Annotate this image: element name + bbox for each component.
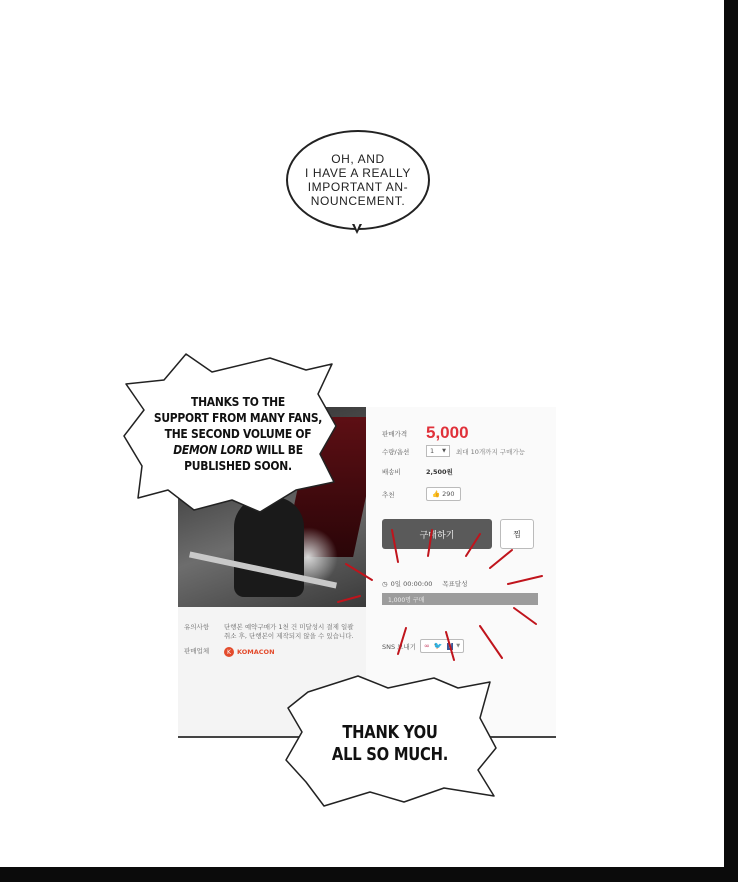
- recommend-button[interactable]: [426, 487, 461, 501]
- timer-text: 0일 00:00:00: [390, 580, 433, 588]
- twitter-icon: 🐦: [433, 642, 443, 650]
- price-row: [382, 423, 469, 443]
- quantity-max-text: 최대 10개까지 구매가능: [456, 447, 525, 456]
- book-title: DEMON LORD: [173, 442, 253, 457]
- notice-text: 단행본 예약구매가 1천 건 미달성시 결제 일괄 취소 후, 단행본이 제작되지 않을 수 있습니다.: [224, 623, 354, 640]
- speech-bubble-bottom-text: [324, 722, 455, 766]
- target-text: 목표달성: [442, 580, 468, 588]
- publisher-name: KOMACON: [237, 647, 275, 656]
- emphasis-ray: [428, 530, 432, 556]
- emphasis-ray: [346, 564, 372, 580]
- emphasis-ray: [392, 530, 398, 562]
- speech-bubble-tail-fill: [354, 223, 360, 230]
- recommend-count: 290: [442, 490, 455, 498]
- progress-text: 1,000명 구매: [388, 596, 425, 604]
- price-label: 판매가격: [382, 429, 408, 438]
- link-icon: ∞: [424, 642, 430, 650]
- speech-bubble-top: [286, 130, 430, 230]
- bubble-bottom-line: ALL SO MUCH.: [331, 744, 449, 765]
- dropdown-caret-icon: ▼: [456, 643, 461, 649]
- page-border-bottom: [0, 867, 738, 882]
- recommend-label: 추천: [382, 490, 395, 499]
- emphasis-ray: [508, 576, 542, 584]
- wishlist-button[interactable]: 찜: [500, 519, 534, 549]
- page-border-right: [724, 0, 738, 882]
- publisher-label: 판매업체: [184, 647, 210, 655]
- emphasis-ray: [514, 608, 536, 624]
- bubble-left-line: [154, 442, 323, 458]
- bubble-left-line: SUPPORT FROM MANY FANS,: [153, 410, 323, 425]
- emphasis-ray: [466, 534, 480, 556]
- bubble-bottom-line: THANK YOU: [342, 722, 438, 743]
- clock-icon: ◷: [382, 579, 388, 588]
- emphasis-ray: [480, 626, 502, 658]
- facebook-icon: f: [448, 642, 452, 650]
- emphasis-ray: [490, 550, 512, 568]
- speech-bubble-top-text: OH, AND I HAVE A REALLY IMPORTANT AN- NOUNCEMENT.: [305, 152, 411, 208]
- recommend-row: [382, 487, 461, 501]
- quantity-label: 수량/옵션: [382, 447, 410, 456]
- publisher-logo-icon: K: [224, 647, 234, 657]
- thumbs-up-icon: 👍: [432, 490, 441, 498]
- notice-label: 유의사항: [184, 623, 210, 631]
- bubble-left-line: PUBLISHED SOON.: [184, 458, 292, 473]
- emphasis-ray: [446, 632, 454, 660]
- speech-bubble-left-text: [154, 394, 323, 474]
- emphasis-ray: [338, 596, 360, 602]
- shipping-label: 배송비: [382, 468, 401, 476]
- shipping-value: 2,500원: [426, 468, 453, 476]
- shipping-row: [382, 467, 453, 476]
- dropdown-caret-icon: ▼: [442, 448, 446, 454]
- emphasis-rays: [330, 520, 550, 670]
- emphasis-ray: [398, 628, 406, 654]
- bubble-left-line: THANKS TO THE: [190, 394, 285, 409]
- quantity-row: [382, 445, 525, 457]
- price-value: 5,000: [426, 423, 469, 442]
- bubble-left-line-rest: WILL BE: [252, 442, 303, 457]
- quantity-select[interactable]: [426, 445, 450, 457]
- quantity-value: 1: [430, 447, 435, 455]
- sns-label: SNS 보내기: [382, 642, 417, 651]
- buy-button[interactable]: 구매하기: [382, 519, 492, 549]
- bubble-left-line: THE SECOND VOLUME OF: [164, 426, 312, 441]
